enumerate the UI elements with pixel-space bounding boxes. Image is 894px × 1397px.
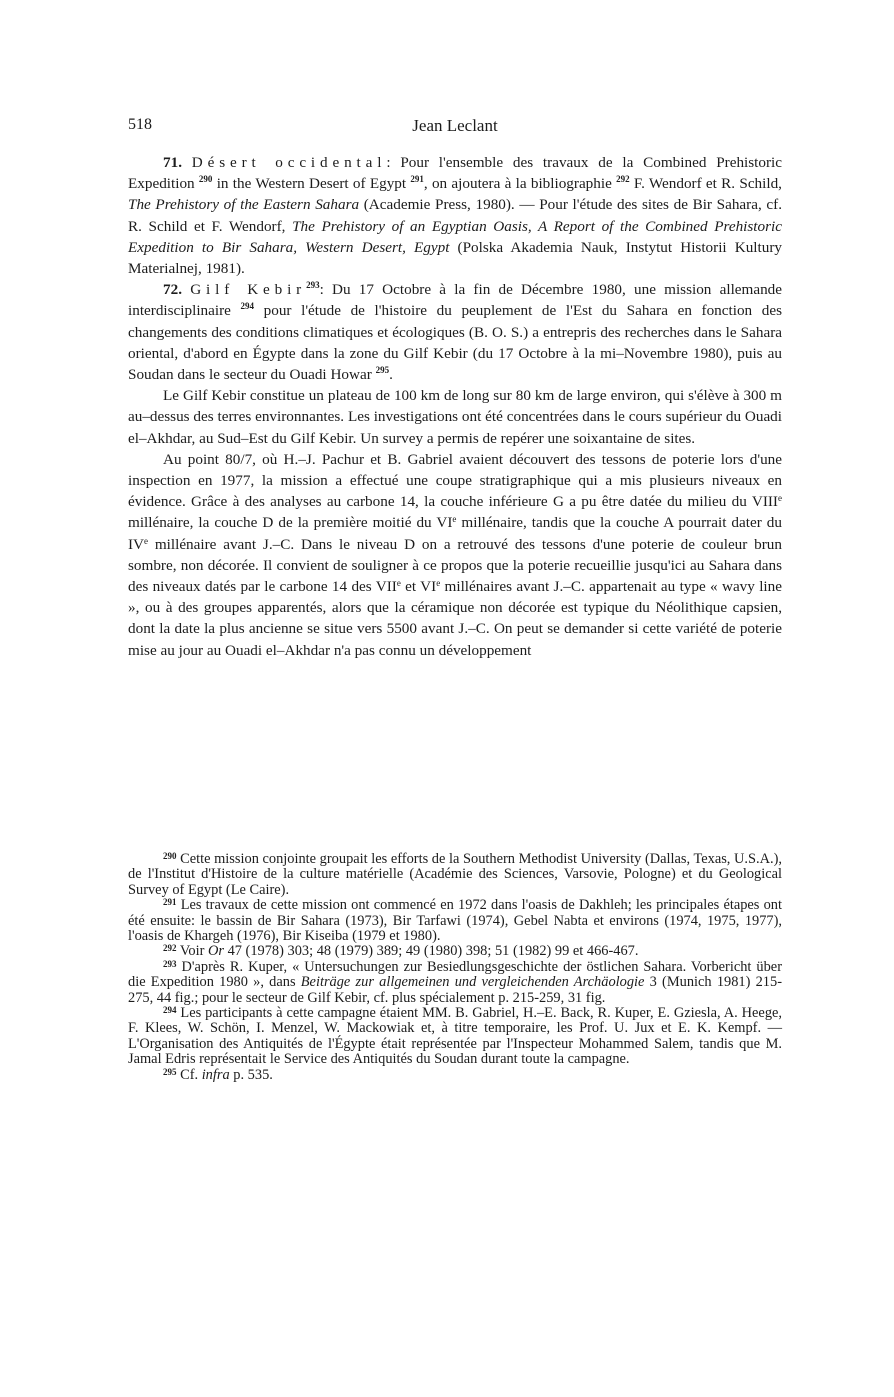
text-run: et VI: [400, 578, 437, 596]
text-run: in the Western Desert of Egypt: [212, 175, 411, 193]
footnote-number: 290: [163, 851, 177, 861]
ordinal-suffix: e: [396, 578, 401, 589]
italic-title: infra: [201, 1066, 230, 1083]
footnote-ref: 292: [616, 174, 630, 185]
ordinal-suffix: e: [778, 493, 782, 504]
text-run: [182, 281, 190, 298]
text-run: D'après R. Kuper, « Untersuchungen zur Besiedlungsgeschichte der östlichen Sahara. Vorbericht über die Expedition 1980 », dans: [128, 958, 782, 991]
section-number: 71.: [163, 154, 182, 171]
text-run: : Du 17 Octobre à la fin de Décembre 1980, une mission allemande interdisciplinaire: [128, 281, 783, 320]
footnote-number: 295: [163, 1066, 177, 1077]
page-header: [128, 116, 782, 138]
footnote-number: 291: [163, 897, 177, 908]
footnote-ref: 295: [375, 365, 390, 376]
page-number: 518: [128, 116, 152, 133]
text-run: F. Wendorf et R. Schild,: [629, 175, 782, 193]
paragraph-gilf-kebir-plateau: [128, 385, 782, 449]
ordinal-suffix: e: [436, 578, 441, 589]
main-text: [128, 152, 782, 661]
footnote-ref: 294: [240, 301, 255, 312]
footnote-ref: 291: [410, 174, 424, 185]
text-run: , on ajoutera à la bibliographie: [423, 175, 617, 193]
spaced-heading: Gilf Kebir: [190, 281, 307, 299]
text-run: p. 535.: [229, 1066, 273, 1083]
text-run: (Academie Press, 1980). — Pour l'étude des sites de Bir Sahara, cf. R. Schild et F. Wendorf,: [128, 196, 782, 235]
text-run: .: [389, 366, 393, 384]
footnote-291: [128, 898, 782, 944]
text-run: Cf.: [176, 1066, 202, 1083]
footnote-292: [128, 944, 782, 959]
running-head: Jean Leclant: [412, 116, 498, 135]
italic-title: Beiträge zur allgemeinen und vergleichenden Archäologie: [300, 974, 645, 991]
footnote-290: [128, 852, 782, 898]
footnote-294: [128, 1006, 782, 1068]
paragraph-71: [128, 152, 782, 279]
italic-title: The Prehistory of an Egyptian Oasis, A Report of the Combined Prehistoric Expedition to Bir Sahara, Western Desert, Egypt: [128, 217, 782, 256]
footnote-293: [128, 960, 782, 1006]
text-run: Les participants à cette campagne étaient MM. B. Gabriel, H.–E. Back, R. Kuper, E. Gziesla, A. Heege, F. Klees, W. Schön, I. Menzel, W. Mackowiak et, à titre temporaire, les Prof. U. Jux et E. K. Kempf. — L'Organisation des Antiquités de l'Égypte était représentée par l'Inspecteur Mohammed Salem, tandis que M. Jamal Edris représentait le Service des Antiquités du Soudan durant toute la campagne.: [128, 1005, 782, 1068]
paragraph-point-80-7: [128, 449, 782, 661]
text-run: millénaires avant J.–C. appartenait au type « wavy line », ou à des groupes apparentés, alors que la céramique non décorée est typique du Néolithique capsien, dont la date la plus ancienne se situe vers 5500 avant J.–C. On peut se demander si cette variété de poterie mise au jour au Ouadi el–Akhdar n'a pas connu un développement: [128, 578, 782, 659]
text-run: Les travaux de cette mission ont commencé en 1972 dans l'oasis de Dakhleh; les principales étapes ont été ensuite: le bassin de Bir Sahara (1973), Bir Tarfawi (1974), Gebel Nabta et environs (1974, 1975, 1977), l'oasis de Khargeh (1976), Bir Kiseiba (1979 et 1980).: [128, 897, 782, 945]
text-run: 47 (1978) 303; 48 (1979) 389; 49 (1980) 398; 51 (1982) 99 et 466-467.: [223, 943, 639, 960]
italic-title: The Prehistory of the Eastern Sahara: [128, 196, 360, 214]
ordinal-suffix: e: [144, 535, 149, 546]
text-run: 3 (Munich 1981) 215-275, 44 fig.; pour le secteur de Gilf Kebir, cf. plus spécialement p. 215-259, 31 fig.: [128, 974, 782, 1006]
text-run: Au point 80/7, où H.–J. Pachur et B. Gabriel avaient découvert des tessons de poterie lors d'une inspection en 1977, la mission a effectué une coupe stratigraphique qui a mis plusieurs niveaux en évidence. Grâce à des analyses au carbone 14, la couche inférieure G a pu être datée du milieu du VIII: [128, 450, 782, 511]
footnote-number: 292: [163, 943, 177, 954]
footnote-295: [128, 1068, 782, 1083]
paragraph-72: [128, 279, 782, 385]
footnote-ref: 293: [306, 280, 320, 291]
text-run: millénaire avant J.–C. Dans le niveau D on a retrouvé des tessons d'une poterie de couleur brun sombre, non décorée. Il convient de souligner à ce propos que la poterie recueillie jusqu'ici au Sahara dans des niveaux datés par le carbone 14 des VII: [128, 535, 782, 596]
footnotes: [128, 852, 782, 1083]
spaced-heading: Désert occidental: [191, 154, 387, 171]
footnote-ref: 290: [198, 174, 213, 185]
footnote-number: 293: [163, 958, 177, 969]
text-run: (Polska Akademia Nauk, Instytut Historii Kultury Materialnej, 1981).: [128, 238, 782, 278]
ordinal-suffix: e: [452, 514, 457, 525]
text-run: : Pour l'ensemble des travaux de la Combined Prehistoric Expedition: [128, 154, 783, 193]
text-run: Le Gilf Kebir constitue un plateau de 100 km de long sur 80 km de large environ, qui s'élève à 300 m au–dessus des terres environnantes. Les investigations ont été concentrées dans le cours supérieur du Ouadi el–Akhdar, au Sud–Est du Gilf Kebir. Un survey a permis de repérer une soixantaine de sites.: [128, 387, 782, 447]
text-run: [182, 154, 192, 171]
text-run: Cette mission conjointe groupait les efforts de la Southern Methodist University (Dallas, Texas, U.S.A.), de l'Institut d'Histoire de la culture matérielle (Académie des Sciences, Varsovie, Pologne) et du Geological Survey of Egypt (Le Caire).: [128, 851, 782, 898]
text-run: millénaire, la couche D de la première moitié du VI: [128, 514, 453, 532]
text-run: Voir: [176, 943, 208, 960]
text-run: pour l'étude de l'histoire du peuplement de l'Est du Sahara en fonction des changements des conditions climatiques et écologiques (B. O. S.) a entrepris des recherches dans le Sahara oriental, d'abord en Égypte dans la zone du Gilf Kebir (du 17 Octobre à la mi–Novembre 1980), puis au Soudan dans le secteur du Ouadi Howar: [128, 302, 783, 384]
section-number: 72.: [163, 281, 182, 299]
italic-title: Or: [207, 943, 224, 960]
text-run: millénaire, tandis que la couche A pourrait dater du IV: [128, 514, 782, 553]
footnote-number: 294: [163, 1005, 177, 1016]
